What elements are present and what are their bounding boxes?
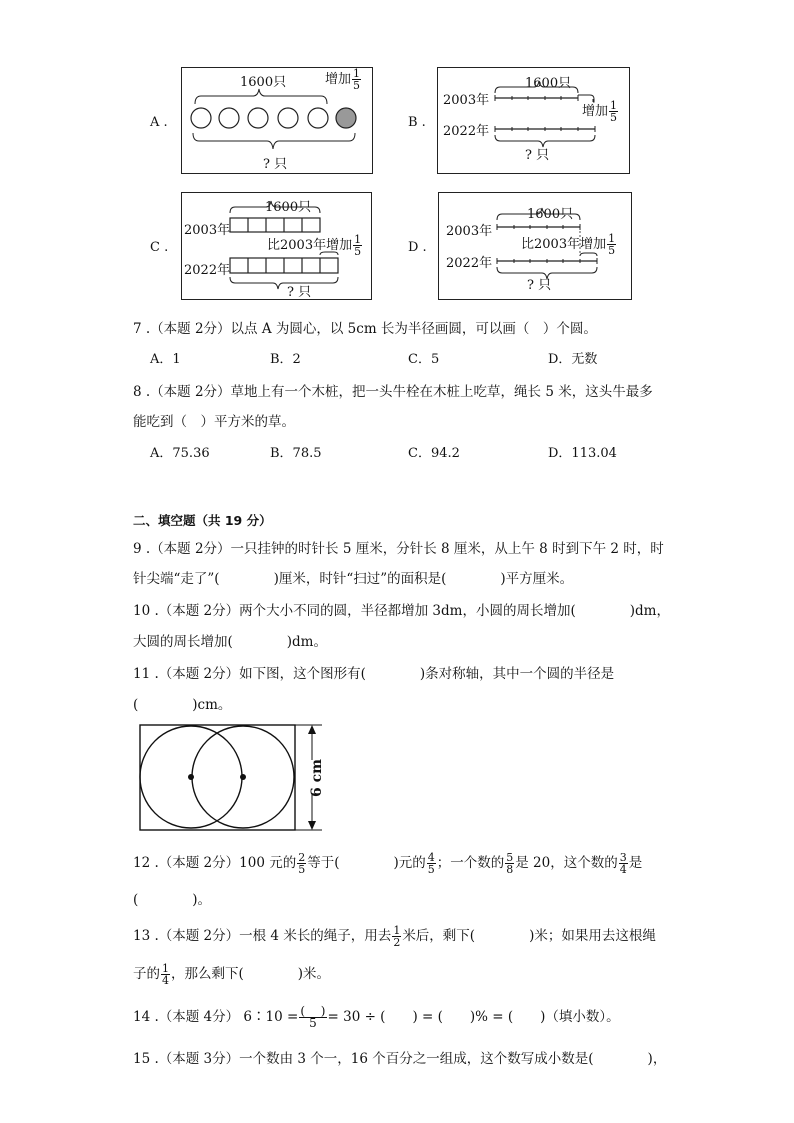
option-a-increase: 增加 $\frac{1}{5}$ [325, 67, 361, 92]
top-brace [195, 89, 327, 104]
question-8-line2: 能吃到（ ）平方米的草。 [133, 414, 295, 430]
question-13-line1: 13 .（本题 2分）一根 4 米长的绳子，用去 $\frac{1}{2}$ 米后，剩下( )米；如果用去这根绳 [133, 924, 656, 949]
question-10-line1: 10 .（本题 2分）两个大小不同的圆，半径都增加 3dm，小圆的周长增加( )dm， [133, 603, 670, 619]
option-c-question: ? 只 [287, 285, 312, 300]
option-d-compare: 比2003年增加 $\frac{1}{5}$ [521, 232, 616, 257]
q7-option-c[interactable]: C．5 [408, 352, 440, 367]
question-12-line1: 12 .（本题 2分）100 元的 $\frac{2}{5}$ 等于( )元的 $\frac{4}{5}$ ；一个数的 $\frac{5}{8}$ 是 20，这个数的 $\frac{3}{4}$ 是 [133, 851, 643, 876]
option-b-year1: 2003年 [443, 93, 490, 108]
option-b-letter: B . [408, 115, 426, 130]
q8-option-b[interactable]: B．78.5 [270, 446, 322, 461]
option-b-question: ? 只 [525, 148, 550, 163]
question-10-line2: 大圆的周长增加( )dm。 [133, 634, 327, 650]
option-d-year2: 2022年 [446, 256, 493, 271]
option-c-total: 1600只 [265, 200, 312, 215]
option-a-total: 1600只 [240, 75, 287, 90]
option-a-letter: A . [150, 115, 168, 130]
question-12-line2: ( )。 [133, 892, 212, 908]
q7-option-d[interactable]: D．无数 [548, 352, 598, 367]
option-d-question: ? 只 [527, 278, 552, 293]
q8-option-a[interactable]: A．75.36 [150, 446, 210, 461]
option-a-question: ? 只 [263, 157, 288, 172]
option-b-increase: 增加 $\frac{1}{5}$ [582, 99, 618, 124]
question-7: 7 .（本题 2分）以点 A 为圆心，以 5cm 长为半径画圆，可以画（ ）个圆。 [133, 321, 597, 337]
q7-option-a[interactable]: A．1 [150, 352, 181, 367]
option-d-letter: D . [408, 240, 427, 255]
question-15: 15 .（本题 3分）一个数由 3 个一，16 个百分之一组成，这个数写成小数是( )， [133, 1051, 667, 1067]
question-13-line2: 子的 $\frac{1}{4}$ ，那么剩下( )米。 [133, 962, 331, 987]
q7-option-b[interactable]: B．2 [270, 352, 301, 367]
option-c-letter: C . [150, 240, 169, 255]
question-8-line1: 8 .（本题 2分）草地上有一个木桩，把一头牛栓在木桩上吃草，绳长 5 米，这头牛最多 [133, 384, 653, 400]
q8-option-d[interactable]: D．113.04 [548, 446, 617, 461]
question-11-line1: 11 .（本题 2分）如下图，这个图形有( )条对称轴，其中一个圆的半径是 [133, 666, 615, 682]
option-c-compare: 比2003年增加 $\frac{1}{5}$ [267, 233, 362, 258]
two-circles-figure [138, 722, 338, 834]
question-14: 14 .（本题 4分） 6∶10 = $\frac{( )}{5}$ = 30 ÷ ( ) = ( )% = ( )（填小数）。 [133, 1004, 620, 1030]
bottom-brace [193, 133, 355, 149]
q8-option-c[interactable]: C．94.2 [408, 446, 460, 461]
dimension-label: 6 cm [309, 759, 325, 797]
option-b-total: 1600只 [525, 76, 572, 91]
question-11-line2: ( )cm。 [133, 697, 232, 713]
question-9-line1: 9 .（本题 2分）一只挂钟的时针长 5 厘米，分针长 8 厘米，从上午 8 时到下午 2 时，时 [133, 541, 664, 557]
option-c-year2: 2022年 [184, 263, 231, 278]
circle-row [191, 108, 356, 128]
option-c-year1: 2003年 [184, 223, 231, 238]
option-d-year1: 2003年 [446, 224, 493, 239]
option-d-total: 1600只 [527, 207, 574, 222]
section-2-heading: 二、填空题（共 19 分） [133, 513, 272, 528]
option-b-year2: 2022年 [443, 124, 490, 139]
question-9-line2: 针尖端“走了”( )厘米，时针“扫过”的面积是( )平方厘米。 [133, 571, 574, 587]
